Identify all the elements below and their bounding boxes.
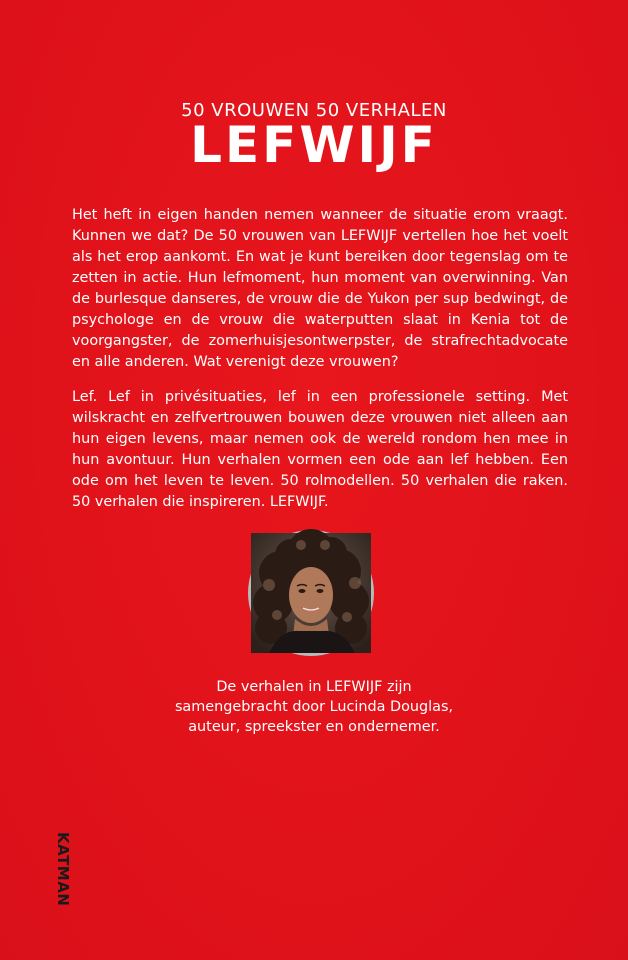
publisher-logo-icon xyxy=(36,830,72,920)
cover-title: LEFWIJF xyxy=(190,116,438,174)
author-credit-line-2: samengebracht door Lucinda Douglas, xyxy=(174,699,454,715)
cover-subtitle: 50 VROUWEN 50 VERHALEN xyxy=(181,100,447,121)
author-credit xyxy=(0,677,628,737)
author-portrait-icon xyxy=(251,533,371,653)
author-credit-line-3: auteur, spreekster en ondernemer. xyxy=(188,719,440,735)
blurb-paragraph-2: Lef. Lef in privésituaties, lef in een professionele setting. Met wilskracht en zelfvertrouwen bouwen deze vrouwen niet alleen aan hun eigen levens, maar nemen ook de wereld rondom hen mee in hun avontuur. Hun verhalen vormen een ode aan lef hebben. Een ode om het leven te leven. 50 rolmodellen. 50 verhalen die raken. 50 verhalen die inspireren. LEFWIJF. xyxy=(72,389,568,510)
blurb-paragraph-1: Het heft in eigen handen nemen wanneer de situatie erom vraagt. Kunnen we dat? De 50 vrouwen van LEFWIJF vertellen hoe het voelt als het erop aankomt. En wat je kunt bereiken door tegenslag om te zetten in actie. Hun lefmoment, hun moment van overwinning. Van de burlesque danseres, de vrouw die de Yukon per sup bedwingt, de psychologe en de vrouw die waterputten slaat in Kenia tot de voorgangster, de zomerhuisjesontwerpster, de strafrechtadvocate en alle anderen. Wat verenigt deze vrouwen? xyxy=(72,207,568,370)
publisher-logo xyxy=(36,830,72,920)
author-credit-line-1: De verhalen in LEFWIJF zijn xyxy=(216,679,412,695)
publisher-logo-text: KATMAN xyxy=(54,832,72,907)
author-portrait xyxy=(248,530,374,656)
